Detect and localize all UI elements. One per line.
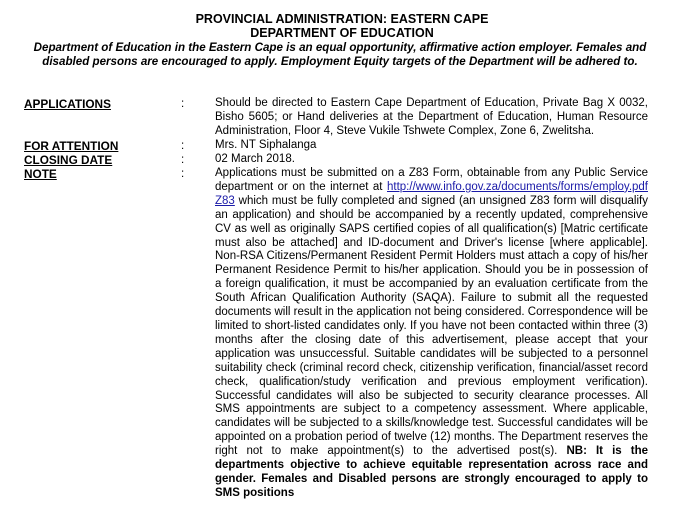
note-bold-statement: NB: It is the departments objective to achieve equitable representation across race and gender. Females and Disabled persons are strongly encouraged to apply to SMS positions bbox=[215, 445, 648, 499]
closing-colon: : bbox=[181, 154, 185, 166]
attention-text: Mrs. NT Siphalanga bbox=[215, 139, 317, 151]
note-label: NOTE bbox=[24, 167, 57, 181]
closing-text: 02 March 2018. bbox=[215, 153, 295, 165]
applications-text: Should be directed to Eastern Cape Department of Education, Private Bag X 0032, Bisho 5605; or Hand deliveries at the Department of Education, Human Resource Administration, Floor 4, Steve Vukile Tshwete Complex, Zone 6, Zwelitsha. bbox=[215, 97, 648, 137]
note-text-before-link: Applications must be submitted on a Z83 Form, obtainable from any Public Service department or on the internet at bbox=[215, 167, 648, 193]
applications-label: APPLICATIONS bbox=[24, 97, 111, 111]
note-text bbox=[215, 167, 648, 501]
note-colon: : bbox=[181, 168, 185, 180]
heading-province: PROVINCIAL ADMINISTRATION: EASTERN CAPE bbox=[195, 12, 489, 26]
closing-label: CLOSING DATE bbox=[24, 153, 113, 167]
applications-colon: : bbox=[181, 98, 185, 110]
z83-form-link[interactable]: http://www.info.gov.za/documents/forms/employ.pdf Z83 bbox=[215, 180, 648, 207]
attention-colon: : bbox=[181, 140, 185, 152]
attention-label: FOR ATTENTION bbox=[24, 139, 119, 153]
heading-department: DEPARTMENT OF EDUCATION bbox=[250, 26, 434, 40]
equity-statement: Department of Education in the Eastern Cape is an equal opportunity, affirmative action employer. Females and disabled persons are encouraged to apply. Employment Equity targets of the Department will be adhered to. bbox=[33, 41, 647, 69]
note-text-after-link: which must be fully completed and signed (an unsigned Z83 form will disqualify an application) and should be accompanied by a recently updated, comprehensive CV as well as originally SAPS certified copies of all qualification(s) [Matric certificate must also be attached] and ID-document and Driver's license [where applicable]. Non-RSA Citizens/Permanent Resident Permit Holders must attach a copy of his/her Permanent Residence Permit to his/her application. Should you be in possession of a foreign qualification, it must be accompanied by an evaluation certificate from the South African Qualification Authority (SAQA). Failure to submit all the requested documents will result in the application not being considered. Correspondence will be limited to short-listed candidates only. If you have not been contacted within three (3) months after the closing date of this advertisement, please accept that your application was unsuccessful. Suitable candidates will be subjected to a personnel suitability check (criminal record check, citizenship verification, financial/asset record check, qualification/study verification and previous employment verification). Successful candidates will also be subjected to security clearance processes. All SMS appointments are subject to a competency assessment. Where applicable, candidates will be subjected to a skills/knowledge test. Successful candidates will be appointed on a probation period of twelve (12) months. The Department reserves the right not to make appointment(s) to the advertised post(s). bbox=[215, 194, 648, 458]
